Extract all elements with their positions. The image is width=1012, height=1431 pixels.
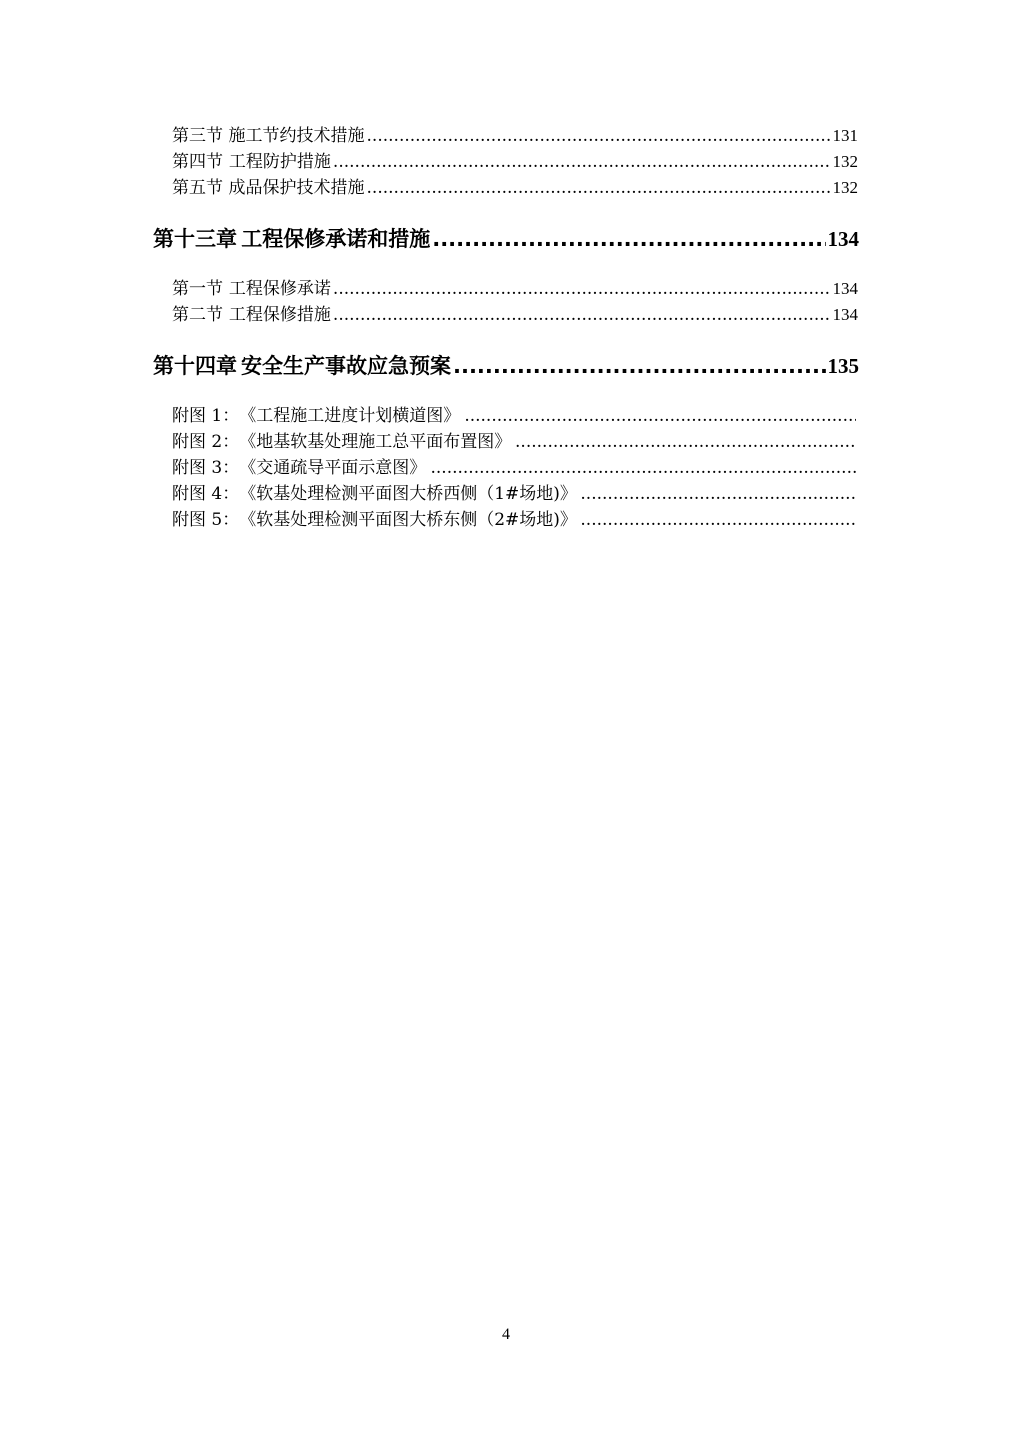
toc-entry-section-2[interactable] (172, 302, 858, 328)
toc-entry-section-3[interactable] (172, 123, 858, 149)
toc-entry-appendix-2[interactable] (172, 429, 858, 455)
appendix-title: 《交通疏导平面示意图》 (239, 458, 427, 478)
toc-entry-appendix-5[interactable] (172, 507, 858, 533)
dot-leader (432, 224, 825, 254)
page-ref: 132 (832, 152, 858, 171)
appendix-label: 附图 2： (172, 432, 240, 452)
dot-leader (464, 403, 856, 429)
toc-entry-chapter-14[interactable] (153, 351, 859, 381)
section-title: 工程保修措施 (228, 305, 331, 325)
toc-entry-appendix-4[interactable] (172, 481, 858, 507)
section-label: 第二节 (172, 305, 223, 325)
dot-leader (367, 123, 831, 149)
page-ref: 134 (832, 305, 858, 324)
section-label: 第三节 (172, 126, 223, 146)
dot-leader (367, 175, 831, 201)
appendix-label: 附图 4： (172, 484, 240, 504)
toc-entry-appendix-1[interactable] (172, 403, 858, 429)
chapter-title: 安全生产事故应急预案 (241, 354, 451, 378)
dot-leader (333, 276, 831, 302)
dot-leader (333, 302, 831, 328)
toc-entry-section-1[interactable] (172, 276, 858, 302)
appendix-title: 《工程施工进度计划横道图》 (239, 406, 461, 426)
toc-entry-appendix-3[interactable] (172, 455, 858, 481)
dot-leader (453, 351, 826, 381)
section-label: 第四节 (172, 152, 223, 172)
appendix-label: 附图 3： (172, 458, 240, 478)
page-ref: 132 (832, 178, 858, 197)
chapter-label: 第十三章 (153, 227, 237, 251)
appendix-title: 《地基软基处理施工总平面布置图》 (239, 432, 512, 452)
section-title: 成品保护技术措施 (228, 178, 365, 198)
toc-entry-section-4[interactable] (172, 149, 858, 175)
section-label: 第五节 (172, 178, 223, 198)
dot-leader (430, 455, 856, 481)
dot-leader (515, 429, 856, 455)
appendix-title: 《软基处理检测平面图大桥东侧（2#场地)》 (239, 510, 577, 530)
page-ref: 131 (832, 126, 858, 145)
dot-leader (580, 507, 856, 533)
chapter-title: 工程保修承诺和措施 (241, 227, 431, 251)
appendix-title: 《软基处理检测平面图大桥西侧（1#场地)》 (239, 484, 577, 504)
section-title: 施工节约技术措施 (228, 126, 365, 146)
dot-leader (333, 149, 831, 175)
dot-leader (580, 481, 856, 507)
page-ref: 135 (827, 354, 859, 378)
section-title: 工程保修承诺 (228, 279, 331, 299)
section-label: 第一节 (172, 279, 223, 299)
page-ref: 134 (832, 279, 858, 298)
toc-entry-section-5[interactable] (172, 175, 858, 201)
page-number: 4 (502, 1326, 510, 1343)
appendix-label: 附图 5： (172, 510, 240, 530)
section-title: 工程防护措施 (228, 152, 331, 172)
chapter-label: 第十四章 (153, 354, 237, 378)
appendix-label: 附图 1： (172, 406, 240, 426)
page-ref: 134 (827, 227, 859, 251)
toc-entry-chapter-13[interactable] (153, 224, 859, 254)
